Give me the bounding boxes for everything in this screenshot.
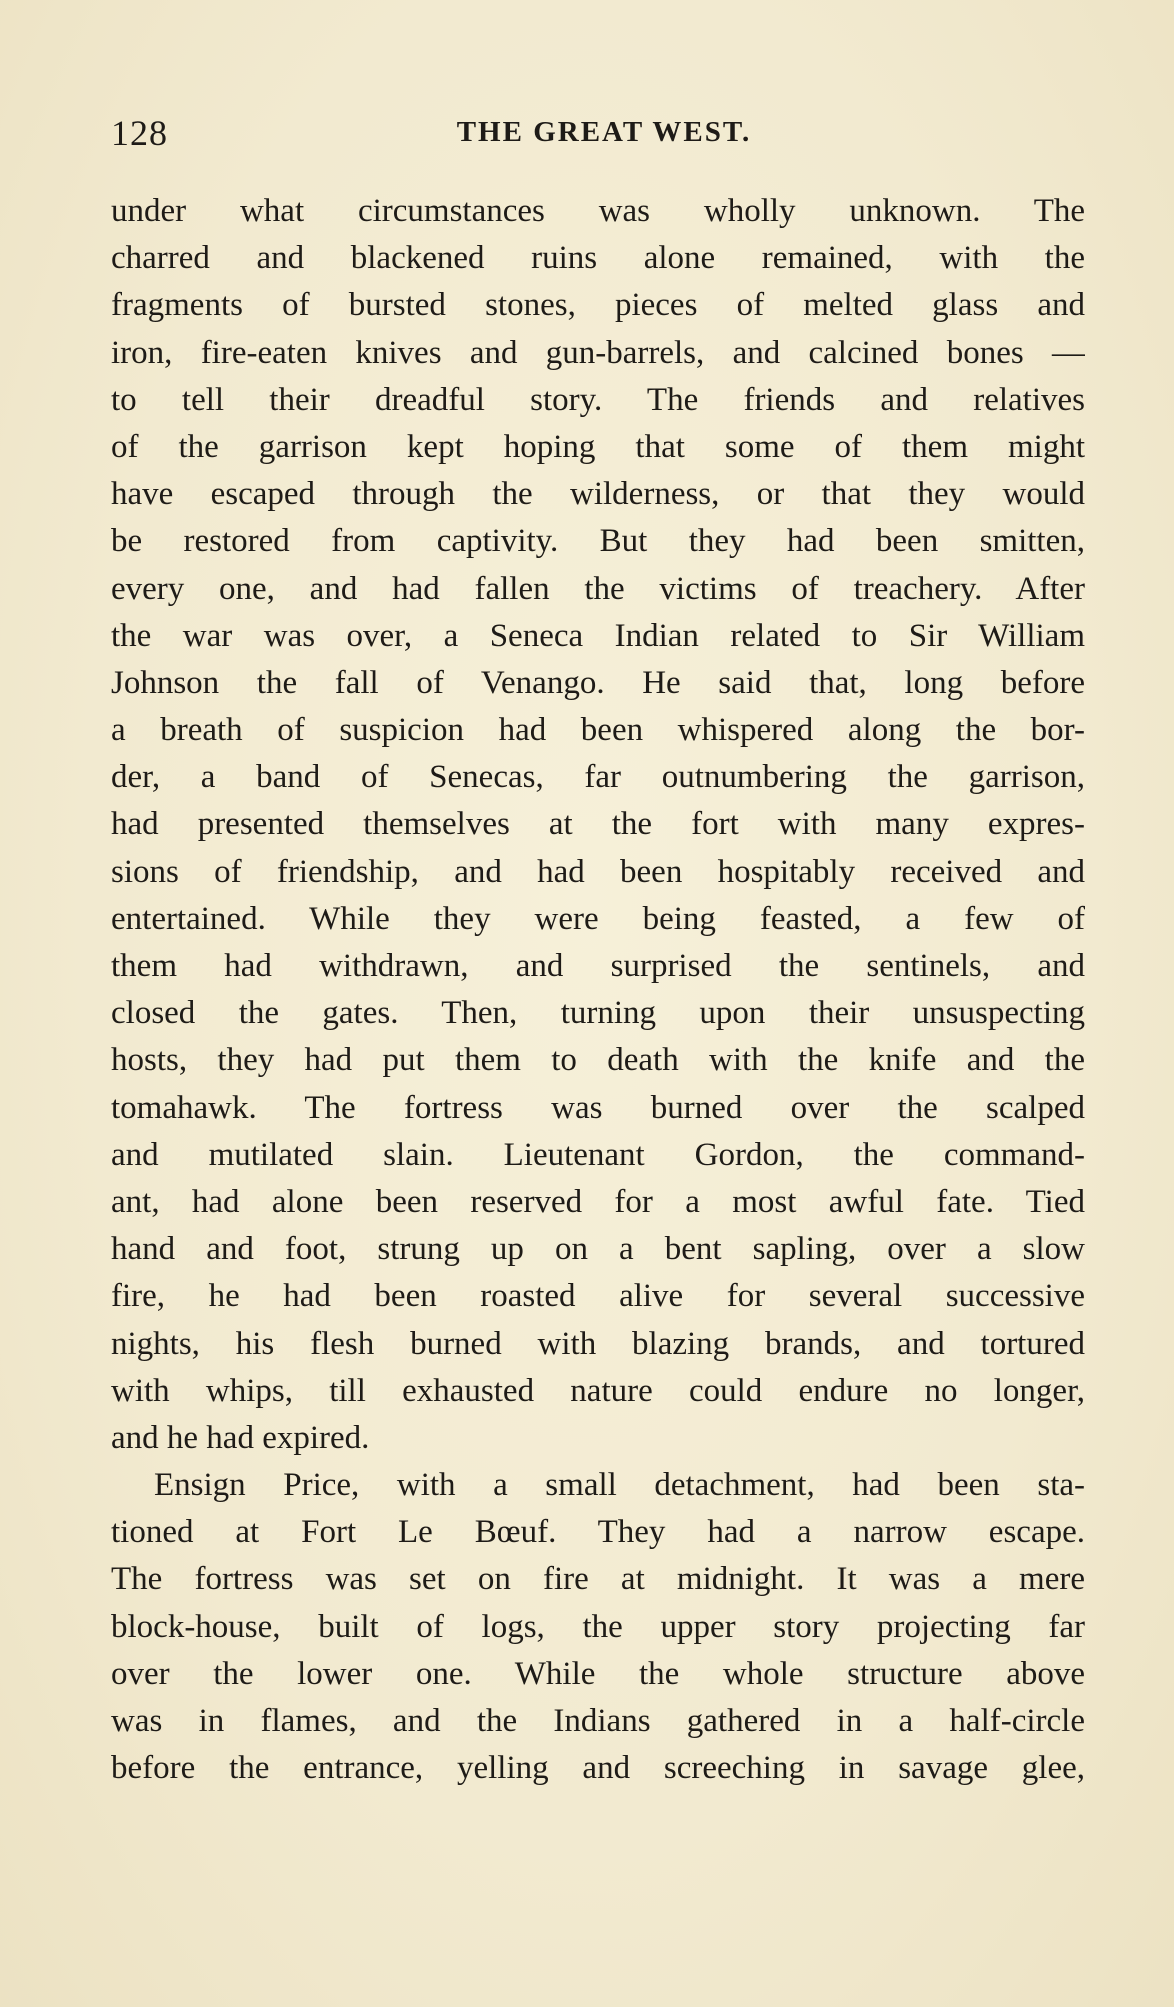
text-line: hand and foot, strung up on a bent sapling, over a slow: [111, 1231, 1085, 1268]
text-line: every one, and had fallen the victims of treachery. After: [111, 570, 1085, 607]
paragraph-1: [111, 188, 1085, 1462]
text-line: closed the gates. Then, turning upon their unsuspecting: [111, 995, 1085, 1032]
text-line: have escaped through the wilderness, or that they would: [111, 476, 1085, 513]
text-line: of the garrison kept hoping that some of them might: [111, 428, 1085, 465]
text-line: and he had expired.: [111, 1419, 370, 1456]
text-line: to tell their dreadful story. The friends and relatives: [111, 381, 1085, 418]
text-line: Ensign Price, with a small detachment, had been sta-: [154, 1467, 1085, 1504]
paragraph-2: [111, 1462, 1085, 1792]
text-line: with whips, till exhausted nature could endure no longer,: [111, 1372, 1085, 1409]
text-line: tomahawk. The fortress was burned over the scalped: [111, 1089, 1085, 1126]
text-line: them had withdrawn, and surprised the sentinels, and: [111, 948, 1085, 984]
text-line: nights, his flesh burned with blazing brands, and tortured: [111, 1325, 1085, 1362]
text-line: fragments of bursted stones, pieces of melted glass and: [111, 287, 1085, 324]
body-text: [111, 188, 1085, 1792]
text-line: a breath of suspicion had been whispered along the bor-: [111, 712, 1085, 749]
text-line: hosts, they had put them to death with the knife and the: [111, 1042, 1085, 1079]
text-line: sions of friendship, and had been hospitably received and: [111, 853, 1085, 890]
text-line: ant, had alone been reserved for a most awful fate. Tied: [111, 1183, 1085, 1220]
page-number: 128: [111, 113, 168, 153]
text-line: The fortress was set on fire at midnight. It was a mere: [111, 1561, 1085, 1598]
text-line: under what circumstances was wholly unknown. The: [111, 193, 1085, 229]
text-line: fire, he had been roasted alive for several successive: [111, 1278, 1085, 1315]
text-line: Johnson the fall of Venango. He said that, long before: [111, 664, 1085, 701]
text-line: over the lower one. While the whole structure above: [111, 1655, 1085, 1692]
running-head: [111, 112, 1085, 162]
running-title: THE GREAT WEST.: [456, 116, 752, 148]
text-line: the war was over, a Seneca Indian related to Sir William: [111, 617, 1085, 654]
text-line: block-house, built of logs, the upper story projecting far: [111, 1608, 1085, 1645]
text-line: der, a band of Senecas, far outnumbering the garrison,: [111, 759, 1085, 796]
text-line: entertained. While they were being feasted, a few of: [111, 900, 1085, 937]
text-line: tioned at Fort Le Bœuf. They had a narrow escape.: [111, 1514, 1085, 1551]
text-line: iron, fire-eaten knives and gun-barrels, and calcined bones —: [111, 334, 1085, 371]
text-line: had presented themselves at the fort with many expres-: [111, 806, 1085, 843]
text-line: and mutilated slain. Lieutenant Gordon, the command-: [111, 1136, 1085, 1173]
text-line: be restored from captivity. But they had been smitten,: [111, 523, 1085, 560]
text-line: was in flames, and the Indians gathered in a half-circle: [111, 1703, 1085, 1739]
text-line: before the entrance, yelling and screeching in savage glee,: [111, 1750, 1085, 1787]
text-line: charred and blackened ruins alone remained, with the: [111, 240, 1085, 277]
